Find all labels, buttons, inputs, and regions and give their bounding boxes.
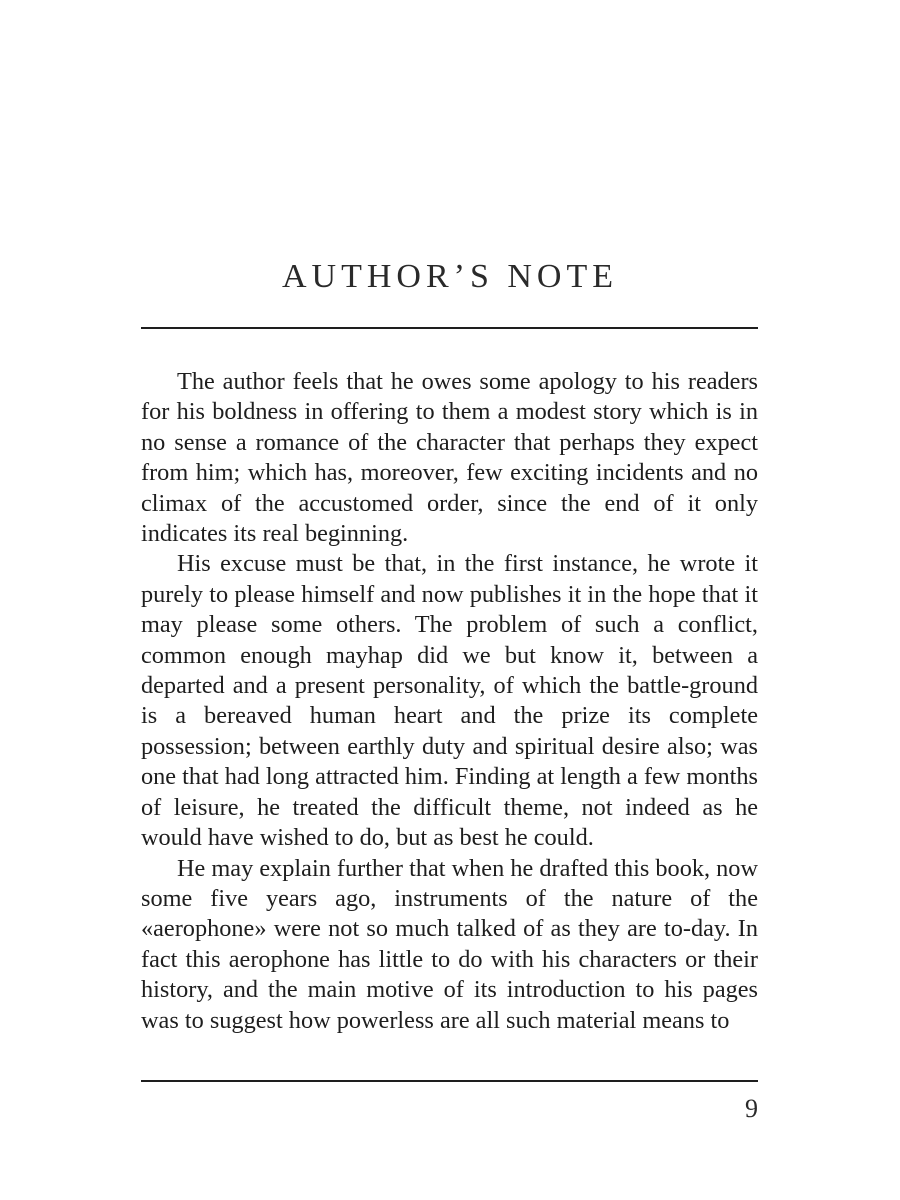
chapter-title: AUTHOR’S NOTE [281,258,619,295]
paragraph-2: His excuse must be that, in the first instance, he wrote it purely to please himself and now publishes it in the hope that it may please some others. The problem of such a conflict, common enough mayhap did we but know it, between a departed and a present personality, of which the battle-ground is a bereaved human heart and the prize its complete possession; between earthly duty and spiritual desire also; was one that had long attracted him. Finding at length a few months of leisure, he treated the difficult theme, not indeed as he would have wished to do, but as best he could. [141,550,758,852]
body-text [141,367,758,1036]
title-divider [141,327,758,329]
paragraph-1: The author feels that he owes some apology to his readers for his boldness in offering to them a modest story which is in no sense a romance of the character that perhaps they expect from him; which has, moreover, few exciting incidents and no climax of the accustomed order, since the end of it only indicates its real beginning. [141,368,758,548]
page-number: 9 [745,1094,758,1123]
paragraph-3: He may explain further that when he drafted this book, now some five years ago, instruments of the nature of the «aerophone» were not so much talked of as they are to-day. In fact this aerophone has little to do with his characters or their history, and the main motive of its introduction to his pages was to suggest how powerless are all such material means to [141,854,758,1034]
footer-divider [141,1080,758,1082]
